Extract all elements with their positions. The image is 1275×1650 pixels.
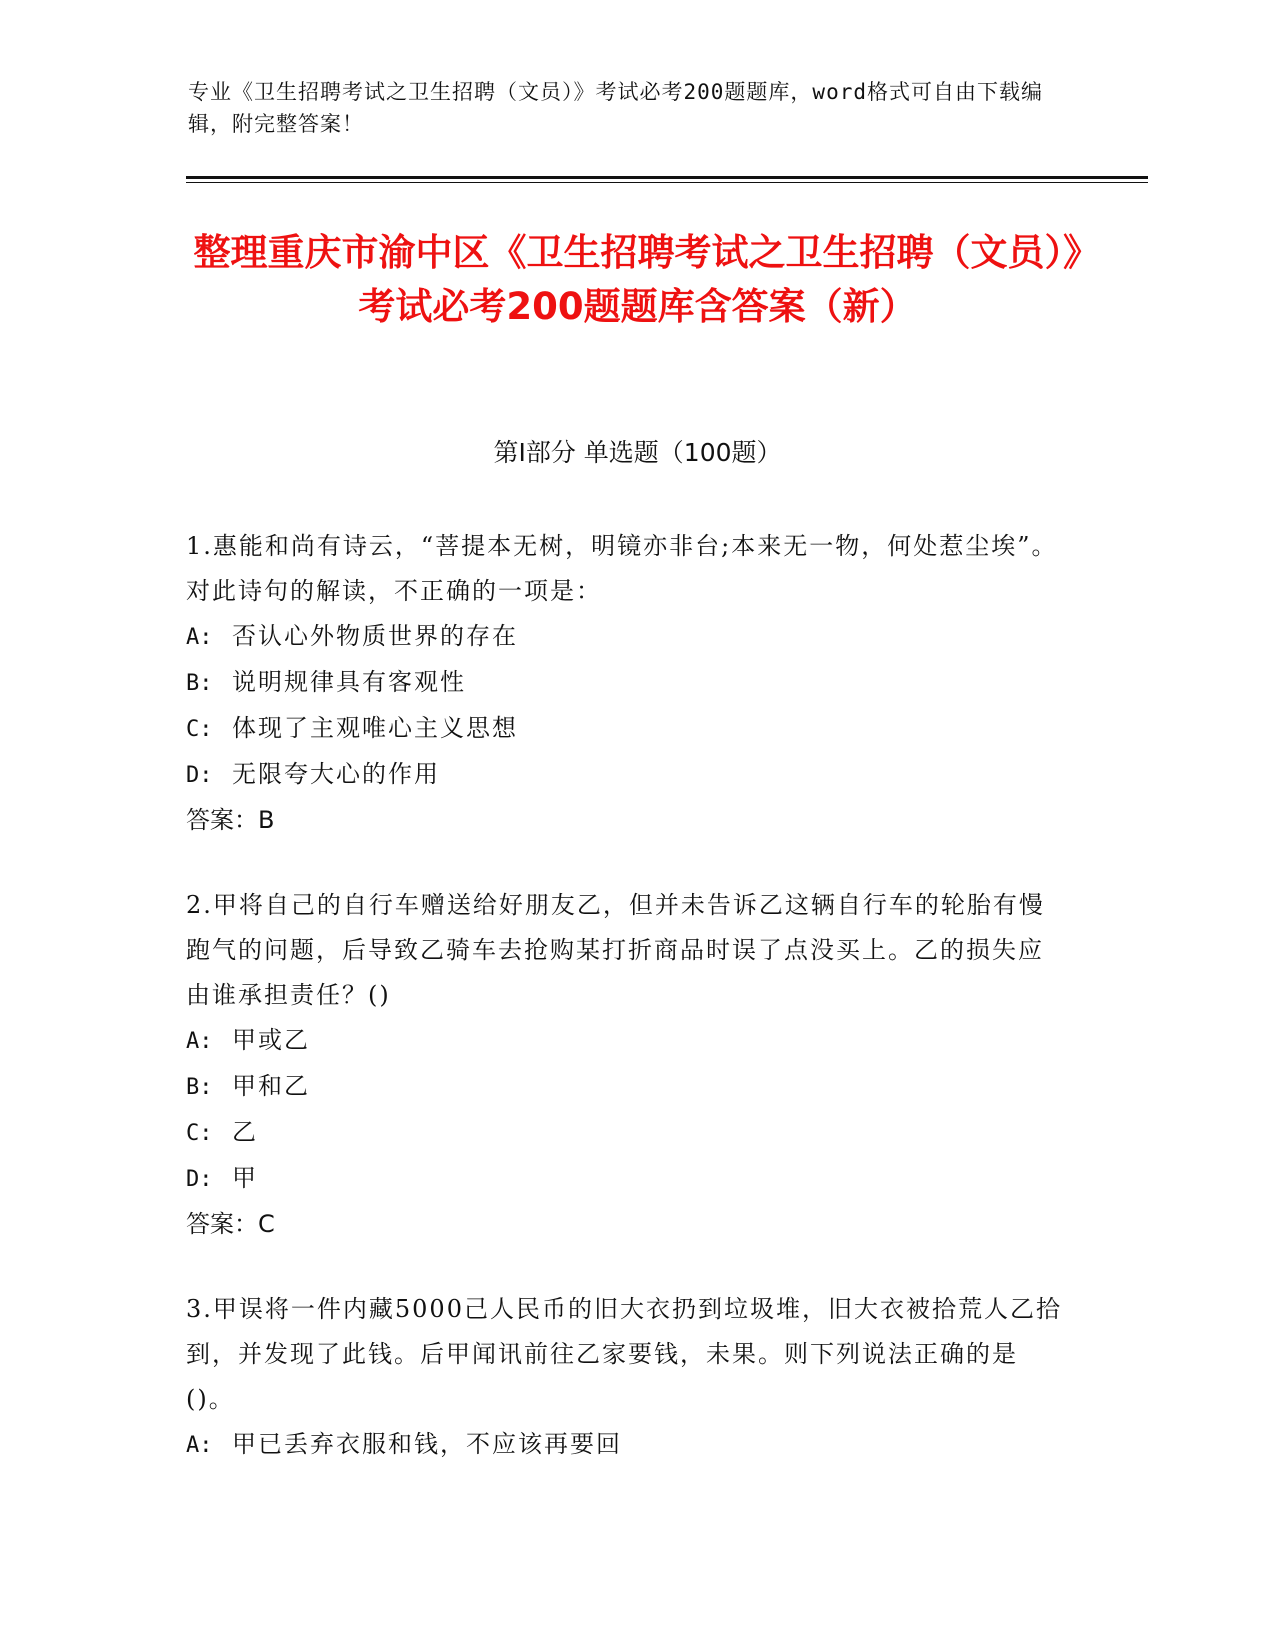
option-c: [186, 1110, 1066, 1156]
option-key: D:: [186, 1167, 213, 1192]
option-d: [186, 1156, 1066, 1202]
option-text: 无限夸大心的作用: [232, 760, 440, 788]
option-key: C:: [186, 717, 213, 742]
question-stem: 2.甲将自己的自行车赠送给好朋友乙，但并未告诉乙这辆自行车的轮胎有慢跑气的问题，后导致乙骑车去抢购某打折商品时误了点没买上。乙的损失应由谁承担责任？(): [186, 891, 1045, 1009]
document-title: 整理重庆市渝中区《卫生招聘考试之卫生招聘（文员）》考试必考200题题库含答案（新）: [193, 231, 1082, 328]
question-stem: 1.惠能和尚有诗云，“菩提本无树，明镜亦非台;本来无一物，何处惹尘埃”。对此诗句的解读，不正确的一项是：: [186, 532, 1058, 605]
header-rule-thick: [186, 176, 1148, 179]
answer: 答案：B: [186, 806, 275, 834]
option-text: 甲和乙: [232, 1072, 310, 1100]
option-c: [186, 706, 1066, 752]
option-text: 体现了主观唯心主义思想: [232, 714, 518, 742]
option-a: [186, 1422, 1066, 1468]
header-rule-thin: [186, 182, 1148, 183]
question-3: [186, 1287, 1066, 1468]
header-note: 专业《卫生招聘考试之卫生招聘（文员）》考试必考200题题库，word格式可自由下载编辑，附完整答案！: [188, 80, 1043, 136]
option-text: 甲已丢弃衣服和钱，不应该再要回: [232, 1430, 622, 1458]
question-stem: 3.甲误将一件内藏5000己人民币的旧大衣扔到垃圾堆，旧大衣被拾荒人乙拾到，并发现了此钱。后甲闻讯前往乙家要钱，未果。则下列说法正确的是()。: [186, 1295, 1062, 1413]
option-a: [186, 614, 1066, 660]
option-key: B:: [186, 671, 213, 696]
question-2: [186, 883, 1066, 1247]
option-text: 乙: [232, 1118, 258, 1146]
option-text: 说明规律具有客观性: [232, 668, 466, 696]
option-b: [186, 660, 1066, 706]
option-text: 甲或乙: [232, 1026, 310, 1054]
option-a: [186, 1018, 1066, 1064]
section-title: 第Ⅰ部分 单选题（100题）: [493, 438, 782, 467]
answer: 答案：C: [186, 1210, 275, 1238]
option-b: [186, 1064, 1066, 1110]
option-key: A:: [186, 1029, 213, 1054]
option-text: 否认心外物质世界的存在: [232, 622, 518, 650]
question-1: [186, 524, 1066, 843]
option-key: A:: [186, 625, 213, 650]
option-key: B:: [186, 1075, 213, 1100]
option-key: D:: [186, 763, 213, 788]
option-d: [186, 752, 1066, 798]
option-key: C:: [186, 1121, 213, 1146]
option-key: A:: [186, 1433, 213, 1458]
option-text: 甲: [232, 1164, 258, 1192]
